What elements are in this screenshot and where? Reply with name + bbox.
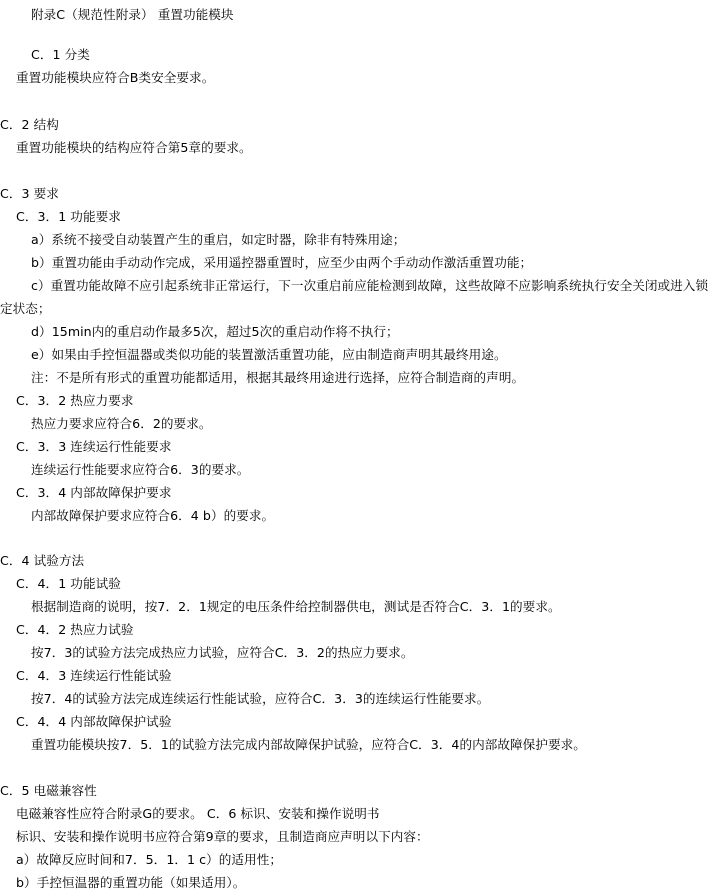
- list-item-c6-b: b）手控恒温器的重置功能（如果适用）。: [16, 875, 246, 890]
- list-item-c31-b: b）重置功能由手动动作完成，采用遥控器重置时，应至少由两个手动动作激活重置功能；: [31, 255, 533, 270]
- paragraph-c34: 内部故障保护要求应符合6．4 b）的要求。: [31, 508, 275, 523]
- paragraph-c41: 根据制造商的说明，按7．2．1规定的电压条件给控制器供电，测试是否符合C．3．1的要求。: [31, 599, 561, 614]
- paragraph-c1: 重置功能模块应符合B类安全要求。: [16, 70, 215, 85]
- list-item-c31-e: e）如果由手控恒温器或类似功能的装置激活重置功能，应由制造商声明其最终用途。: [31, 347, 507, 362]
- list-item-c6-a: a）故障反应时间和7．5．1．1 c）的适用性；: [16, 852, 282, 867]
- paragraph-c44: 重置功能模块按7．5．1的试验方法完成内部故障保护试验，应符合C．3．4的内部故障保护要求。: [31, 737, 586, 752]
- subsection-heading-c31: C．3．1 功能要求: [16, 209, 121, 224]
- subsection-heading-c34: C．3．4 内部故障保护要求: [16, 485, 172, 500]
- paragraph-c32: 热应力要求应符合6．2的要求。: [31, 416, 212, 431]
- note-c31: 注：不是所有形式的重置功能都适用，根据其最终用途进行选择，应符合制造商的声明。: [31, 370, 525, 385]
- paragraph-c43: 按7．4的试验方法完成连续运行性能试验，应符合C．3．3的连续运行性能要求。: [31, 691, 490, 706]
- section-heading-c2: C．2 结构: [0, 117, 59, 132]
- list-item-c31-c: c）重置功能故障不应引起系统非正常运行，下一次重启前应能检测到故障，这些故障不应影响系统执行安全关闭或进入锁定状态；: [0, 278, 709, 316]
- paragraph-c33: 连续运行性能要求应符合6．3的要求。: [31, 462, 250, 477]
- paragraph-c42: 按7．3的试验方法完成热应力试验，应符合C．3．2的热应力要求。: [31, 645, 414, 660]
- paragraph-c6: 标识、安装和操作说明书应符合第9章的要求，且制造商应声明以下内容：: [16, 829, 429, 844]
- subsection-heading-c43: C．4．3 连续运行性能试验: [16, 668, 172, 683]
- section-heading-c1: C．1 分类: [31, 47, 90, 62]
- paragraph-c5: 电磁兼容性应符合附录G的要求。 C．6 标识、安装和操作说明书: [16, 806, 380, 821]
- paragraph-c2: 重置功能模块的结构应符合第5章的要求。: [16, 140, 252, 155]
- subsection-heading-c42: C．4．2 热应力试验: [16, 622, 134, 637]
- section-heading-c4: C．4 试验方法: [0, 553, 85, 568]
- subsection-heading-c32: C．3．2 热应力要求: [16, 393, 134, 408]
- subsection-heading-c44: C．4．4 内部故障保护试验: [16, 714, 172, 729]
- list-item-c31-a: a）系统不接受自动装置产生的重启，如定时器，除非有特殊用途；: [31, 232, 406, 247]
- subsection-heading-c33: C．3．3 连续运行性能要求: [16, 439, 172, 454]
- list-item-c31-d: d）15min内的重启动作最多5次，超过5次的重启动作将不执行；: [31, 324, 399, 339]
- section-heading-c5: C．5 电磁兼容性: [0, 783, 97, 798]
- appendix-title: 附录C（规范性附录） 重置功能模块: [31, 7, 234, 22]
- subsection-heading-c41: C．4．1 功能试验: [16, 576, 121, 591]
- section-heading-c3: C．3 要求: [0, 186, 59, 201]
